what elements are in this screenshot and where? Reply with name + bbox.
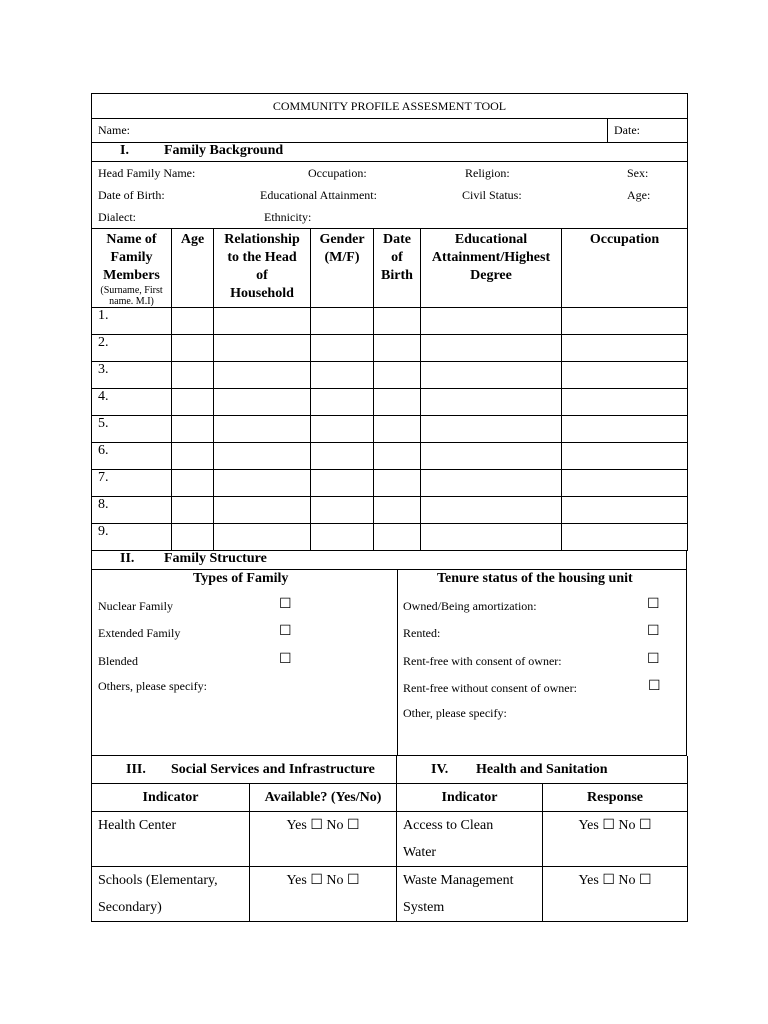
col-educational-attainment (421, 229, 562, 308)
member-cell[interactable] (374, 497, 421, 524)
schools-line-2: Secondary) (98, 900, 162, 915)
member-cell[interactable] (374, 443, 421, 470)
col-gender (311, 229, 374, 308)
member-row-number[interactable]: 9. (92, 524, 172, 551)
member-row-number[interactable]: 8. (92, 497, 172, 524)
tenure-status-heading: Tenure status of the housing unit (437, 571, 633, 586)
member-cell[interactable] (562, 497, 688, 524)
col-gender-line-1: Gender (319, 232, 365, 247)
col-edu-line-1: Educational (454, 232, 528, 247)
table-row (92, 389, 688, 416)
table-row (92, 812, 688, 867)
section-3-heading (92, 756, 397, 784)
member-cell[interactable] (214, 443, 311, 470)
col-occupation: Occupation (562, 229, 688, 308)
clean-water-line-1: Access to Clean (403, 818, 494, 833)
schools-line-1: Schools (Elementary, (98, 873, 218, 888)
others-specify-label[interactable]: Others, please specify: (98, 679, 207, 693)
col-name-line-2: Family (110, 250, 153, 265)
col-name-line-1: Name of (106, 232, 157, 247)
header-table (91, 93, 688, 228)
available-header: Available? (Yes/No) (250, 784, 397, 812)
member-cell[interactable] (374, 362, 421, 389)
member-cell[interactable] (562, 524, 688, 551)
family-background-block (92, 162, 688, 229)
section-4-heading (397, 756, 688, 784)
member-cell[interactable] (311, 389, 374, 416)
rented-label: Rented: (403, 626, 441, 640)
member-cell[interactable] (421, 524, 562, 551)
owned-checkbox[interactable]: ☐ (647, 596, 660, 612)
age-label[interactable]: Age: (627, 188, 651, 202)
col-edu-line-2: Attainment/Highest (431, 250, 551, 265)
religion-label[interactable]: Religion: (465, 166, 510, 180)
member-cell[interactable] (421, 362, 562, 389)
nuclear-family-label: Nuclear Family (98, 599, 173, 613)
blended-label: Blended (98, 654, 138, 668)
rent-free-no-consent-checkbox[interactable]: ☐ (648, 678, 661, 694)
member-cell[interactable] (172, 497, 214, 524)
member-cell[interactable] (214, 497, 311, 524)
member-row-number[interactable]: 7. (92, 470, 172, 497)
member-cell[interactable] (172, 389, 214, 416)
dialect-label[interactable]: Dialect: (98, 210, 136, 224)
member-cell[interactable] (421, 416, 562, 443)
member-cell[interactable] (172, 524, 214, 551)
community-profile-form (91, 93, 687, 922)
member-cell[interactable] (214, 335, 311, 362)
member-cell[interactable] (311, 497, 374, 524)
col-rel-line-2: to the Head (227, 250, 297, 265)
section-3-title: Social Services and Infrastructure (171, 762, 375, 777)
col-dob-line-3: Birth (381, 268, 413, 283)
waste-line-2: System (403, 900, 445, 915)
member-cell[interactable] (214, 308, 311, 335)
col-rel-line-4: Household (230, 286, 294, 301)
member-row-number[interactable]: 5. (92, 416, 172, 443)
name-field[interactable] (92, 119, 608, 143)
member-cell[interactable] (374, 308, 421, 335)
section-1-heading (92, 143, 688, 162)
name-label: Name: (98, 123, 130, 137)
educational-attainment-label[interactable]: Educational Attainment: (260, 188, 377, 202)
member-cell[interactable] (421, 443, 562, 470)
rent-free-consent-label: Rent-free with consent of owner: (403, 654, 562, 668)
blended-checkbox[interactable]: ☐ (279, 651, 292, 667)
services-health-table (91, 756, 688, 922)
member-cell[interactable] (562, 470, 688, 497)
clean-water-line-2: Water (403, 845, 437, 860)
member-cell[interactable] (311, 416, 374, 443)
sex-label[interactable]: Sex: (627, 166, 649, 180)
background-line-3 (92, 206, 687, 228)
col-relationship (214, 229, 311, 308)
clean-water-yes-no[interactable]: Yes ☐ No ☐ (543, 812, 688, 867)
table-row (92, 443, 688, 470)
member-cell[interactable] (172, 416, 214, 443)
indicator-header-2: Indicator (397, 784, 543, 812)
section-3-number: III. (126, 762, 146, 777)
member-row-number[interactable]: 1. (92, 308, 172, 335)
col-name-note-1: (Surname, First (100, 285, 163, 296)
col-name-line-3: Members (103, 268, 160, 283)
member-cell[interactable] (214, 470, 311, 497)
occupation-label[interactable]: Occupation: (308, 166, 367, 180)
member-cell[interactable] (374, 335, 421, 362)
table-row (92, 416, 688, 443)
rent-free-no-consent-label: Rent-free without consent of owner: (403, 681, 577, 695)
table-row (92, 470, 688, 497)
schools-yes-no[interactable]: Yes ☐ No ☐ (250, 867, 397, 922)
response-header: Response (543, 784, 688, 812)
date-field[interactable] (608, 119, 688, 143)
member-cell[interactable] (562, 308, 688, 335)
section-2-heading (92, 551, 687, 570)
family-structure-table (91, 551, 687, 756)
member-cell[interactable] (311, 308, 374, 335)
background-line-1 (92, 162, 687, 184)
table-row (92, 362, 688, 389)
member-cell[interactable] (172, 470, 214, 497)
col-age: Age (172, 229, 214, 308)
member-rows (92, 308, 688, 551)
nuclear-family-checkbox[interactable]: ☐ (279, 596, 292, 612)
member-cell[interactable] (311, 470, 374, 497)
member-cell[interactable] (421, 308, 562, 335)
member-row-number[interactable]: 4. (92, 389, 172, 416)
member-cell[interactable] (421, 470, 562, 497)
member-cell[interactable] (214, 524, 311, 551)
col-dob-line-1: Date (383, 232, 411, 247)
member-cell[interactable] (214, 389, 311, 416)
col-dob-line-2: of (391, 250, 403, 265)
col-gender-line-2: (M/F) (324, 250, 360, 265)
health-center-label: Health Center (92, 812, 250, 867)
member-cell[interactable] (374, 416, 421, 443)
member-cell[interactable] (562, 389, 688, 416)
member-row-number[interactable]: 2. (92, 335, 172, 362)
member-cell[interactable] (172, 308, 214, 335)
member-cell[interactable] (311, 335, 374, 362)
member-cell[interactable] (172, 362, 214, 389)
date-label: Date: (614, 123, 640, 137)
family-members-table (91, 228, 688, 551)
background-line-2 (92, 184, 687, 206)
waste-line-1: Waste Management (403, 873, 514, 888)
date-of-birth-label[interactable]: Date of Birth: (98, 188, 165, 202)
member-cell[interactable] (214, 416, 311, 443)
member-cell[interactable] (214, 362, 311, 389)
table-row (92, 335, 688, 362)
member-cell[interactable] (421, 497, 562, 524)
section-4-number: IV. (431, 762, 449, 777)
member-cell[interactable] (172, 443, 214, 470)
structure-divider (397, 570, 398, 755)
member-row-number[interactable]: 6. (92, 443, 172, 470)
form-title: COMMUNITY PROFILE ASSESMENT TOOL (92, 94, 688, 119)
member-cell[interactable] (562, 362, 688, 389)
member-cell[interactable] (562, 335, 688, 362)
member-cell[interactable] (311, 362, 374, 389)
member-cell[interactable] (562, 443, 688, 470)
col-name-of-family-members (92, 229, 172, 308)
extended-family-label: Extended Family (98, 626, 181, 640)
member-row-number[interactable]: 3. (92, 362, 172, 389)
table-row (92, 524, 688, 551)
member-cell[interactable] (421, 335, 562, 362)
col-date-of-birth (374, 229, 421, 308)
member-cell[interactable] (562, 416, 688, 443)
member-cell[interactable] (421, 389, 562, 416)
col-rel-line-1: Relationship (224, 232, 300, 247)
rent-free-consent-checkbox[interactable]: ☐ (647, 651, 660, 667)
member-cell[interactable] (374, 470, 421, 497)
table-row (92, 308, 688, 335)
head-family-name-label[interactable]: Head Family Name: (98, 166, 196, 180)
member-cell[interactable] (311, 524, 374, 551)
extended-family-checkbox[interactable]: ☐ (279, 623, 292, 639)
col-rel-line-3: of (256, 268, 268, 283)
member-cell[interactable] (172, 335, 214, 362)
indicator-header: Indicator (92, 784, 250, 812)
civil-status-label[interactable]: Civil Status: (462, 188, 522, 202)
table-row (92, 497, 688, 524)
member-cell[interactable] (374, 389, 421, 416)
owned-label: Owned/Being amortization: (403, 599, 537, 613)
ethnicity-label[interactable]: Ethnicity: (264, 210, 312, 224)
waste-management-yes-no[interactable]: Yes ☐ No ☐ (543, 867, 688, 922)
section-2-number: II. (120, 551, 135, 566)
member-cell[interactable] (311, 443, 374, 470)
section-2-title: Family Structure (164, 551, 267, 566)
member-cell[interactable] (374, 524, 421, 551)
schools-label (92, 867, 250, 922)
table-row (92, 867, 688, 922)
section-4-title: Health and Sanitation (476, 762, 608, 777)
rented-checkbox[interactable]: ☐ (647, 623, 660, 639)
family-structure-block (92, 570, 687, 756)
waste-management-label (397, 867, 543, 922)
col-name-note-2: name. M.I) (109, 296, 154, 307)
section-1-title: Family Background (164, 143, 284, 158)
other-specify-label[interactable]: Other, please specify: (403, 706, 507, 720)
col-edu-line-3: Degree (470, 268, 512, 283)
section-1-number: I. (120, 143, 129, 158)
types-of-family-heading: Types of Family (193, 571, 289, 586)
clean-water-label (397, 812, 543, 867)
health-center-yes-no[interactable]: Yes ☐ No ☐ (250, 812, 397, 867)
